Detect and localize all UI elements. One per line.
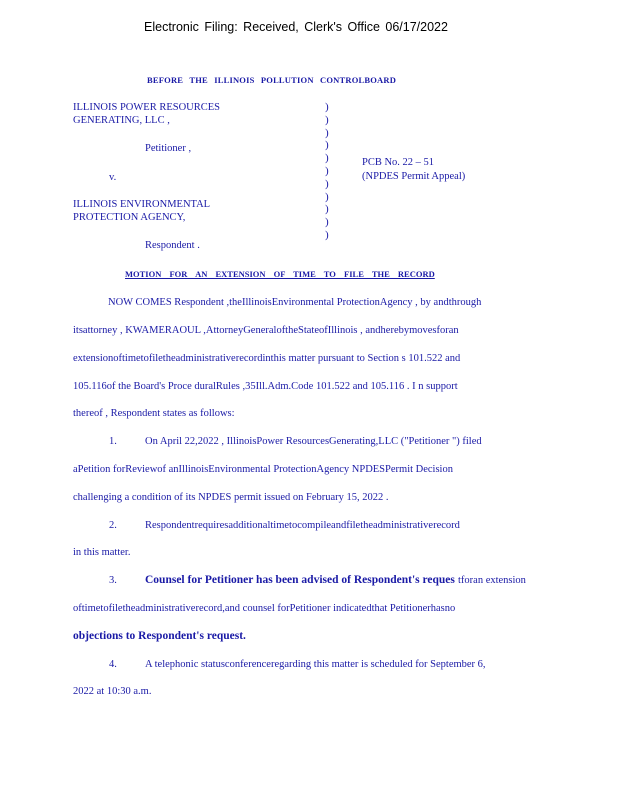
petitioner-name-line-2: GENERATING, LLC , xyxy=(73,115,170,126)
intro-line-2: itsattorney , KWAMERAOUL ,AttorneyGeneraloftheStateofIllinois , andherebymovesforan xyxy=(73,325,459,336)
caption-paren: ) xyxy=(325,152,329,165)
filing-stamp-header: Electronic Filing: Received, Clerk's Office 06/17/2022 xyxy=(144,20,448,34)
board-heading: BEFORE THE ILLINOIS POLLUTION CONTROLBOARD xyxy=(147,75,397,85)
petitioner-role: Petitioner , xyxy=(145,143,192,154)
para3-line-1-rest: tforan extension xyxy=(458,575,526,586)
para3-line-1-bold: Counsel for Petitioner has been advised of Respondent's reques xyxy=(145,574,455,586)
caption-paren: ) xyxy=(325,190,329,203)
paragraph-number-1: 1. xyxy=(109,436,117,447)
intro-line-4: 105.116of the Board's Proce duralRules ,35Ill.Adm.Code 101.522 and 105.116 . I n support xyxy=(73,381,458,392)
motion-title: MOTION FOR AN EXTENSION OF TIME TO FILE THE RECORD xyxy=(125,269,435,279)
para4-line-1: A telephonic statusconferenceregarding this matter is scheduled for September 6, xyxy=(145,659,486,670)
caption-paren: ) xyxy=(325,101,329,113)
respondent-role: Respondent . xyxy=(145,240,200,251)
intro-line-5: thereof , Respondent states as follows: xyxy=(73,408,235,419)
para3-line-2: oftimetofiletheadministrativerecord,and counsel forPetitioner indicatedthat Petitionerhasno xyxy=(73,603,456,614)
para2-line-1: Respondentrequiresadditionaltimetocompileandfiletheadministrativerecord xyxy=(145,520,460,531)
intro-line-1: NOW COMES Respondent ,theIllinoisEnvironmental ProtectionAgency , by andthrough xyxy=(108,297,482,308)
caption-paren: ) xyxy=(325,177,329,190)
caption-paren: ) xyxy=(325,228,329,241)
respondent-name-line-2: PROTECTION AGENCY, xyxy=(73,212,186,223)
caption-paren: ) xyxy=(325,113,329,126)
para1-line-3: challenging a condition of its NPDES permit issued on February 15, 2022 . xyxy=(73,492,389,503)
caption-paren: ) xyxy=(325,203,329,216)
intro-line-3: extensionoftimetofiletheadministrativerecordinthis matter pursuant to Section s 101.522 and xyxy=(73,353,461,364)
respondent-name-line-1: ILLINOIS ENVIRONMENTAL xyxy=(73,199,211,210)
paragraph-number-2: 2. xyxy=(109,520,117,531)
caption-paren: ) xyxy=(325,216,329,229)
caption-paren: ) xyxy=(325,164,329,177)
caption-paren: ) xyxy=(325,126,329,139)
case-number: PCB No. 22 – 51 xyxy=(362,157,435,168)
paragraph-number-3: 3. xyxy=(109,575,117,586)
caption-paren: ) xyxy=(325,139,329,152)
versus: v. xyxy=(109,172,117,183)
para2-line-2: in this matter. xyxy=(73,547,131,558)
para4-line-2: 2022 at 10:30 a.m. xyxy=(73,686,152,697)
caption-paren-column xyxy=(325,101,329,242)
para1-line-2: aPetition forReviewof anIllinoisEnvironmental ProtectionAgency NPDESPermit Decision xyxy=(73,464,453,475)
case-type: (NPDES Permit Appeal) xyxy=(362,171,466,182)
para3-line-3-bold: objections to Respondent's request. xyxy=(73,630,246,642)
paragraph-number-4: 4. xyxy=(109,659,117,670)
para1-line-1: On April 22,2022 , IllinoisPower ResourcesGenerating,LLC ("Petitioner ") filed xyxy=(145,436,482,447)
petitioner-name-line-1: ILLINOIS POWER RESOURCES xyxy=(73,102,221,113)
